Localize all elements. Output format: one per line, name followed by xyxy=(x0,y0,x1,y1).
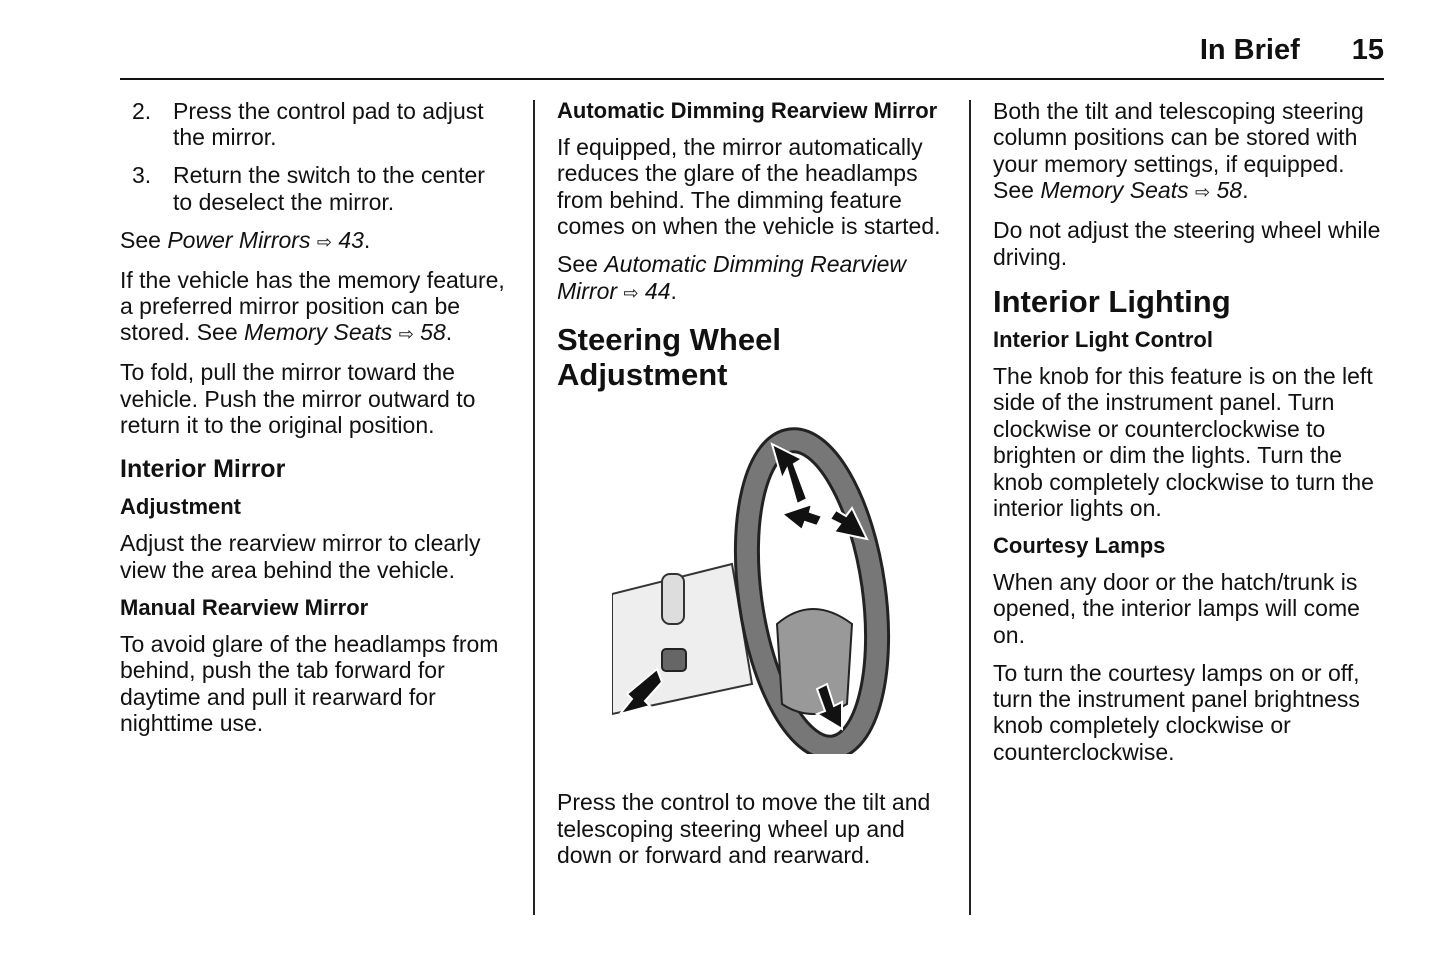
column-2 xyxy=(557,98,949,880)
column-3 xyxy=(993,98,1387,777)
link-text: Automatic Dimming Rearview Mirror xyxy=(557,251,906,304)
text: See xyxy=(557,251,605,278)
step-text: Press the control pad to adjust the mirror. xyxy=(173,98,484,151)
text: . xyxy=(1242,177,1249,204)
column-divider xyxy=(969,100,971,915)
step-list xyxy=(120,98,510,215)
page-number: 15 xyxy=(1351,34,1384,66)
xref-link[interactable] xyxy=(557,251,906,303)
paragraph xyxy=(557,251,949,306)
link-text: Power Mirrors xyxy=(167,226,311,253)
text: . xyxy=(363,226,371,253)
list-item xyxy=(120,98,510,151)
text: . xyxy=(670,277,677,304)
paragraph xyxy=(120,227,510,255)
column-divider xyxy=(533,100,535,915)
steering-wheel-illustration xyxy=(612,424,912,754)
paragraph: Adjust the rearview mirror to clearly view the area behind the vehicle. xyxy=(120,530,481,583)
page-ref: 44 xyxy=(644,277,671,304)
subheading: Interior Light Control xyxy=(993,326,1213,352)
section-heading: Interior Mirror xyxy=(120,455,286,484)
page-ref: 58 xyxy=(420,319,446,346)
page-ref: 58 xyxy=(1216,177,1243,204)
step-number: 3. xyxy=(132,162,152,189)
text: If the vehicle has the memory feature, a preferred mirror position can be stored. See xyxy=(120,266,505,346)
page-ref: 43 xyxy=(338,226,364,253)
paragraph xyxy=(993,98,1387,206)
link-text: Memory Seats xyxy=(244,319,393,346)
xref-link[interactable] xyxy=(167,227,364,253)
paragraph: To fold, pull the mirror toward the vehicle. Push the mirror outward to return it to the original position. xyxy=(120,359,476,439)
text: . xyxy=(445,319,453,346)
arrow-icon: ⇨ xyxy=(398,324,414,345)
section-heading: Interior Lighting xyxy=(993,283,1231,319)
paragraph: To avoid glare of the headlamps from behind, push the tab forward for daytime and pull it rearward for nighttime use. xyxy=(120,630,499,736)
step-number: 2. xyxy=(132,98,152,124)
column-1 xyxy=(120,98,510,748)
link-text: Memory Seats xyxy=(1040,177,1189,204)
subheading: Adjustment xyxy=(120,494,241,520)
xref-link[interactable] xyxy=(244,319,446,345)
paragraph: If equipped, the mirror automatically reduces the glare of the headlamps from behind. The dimming feature comes on when the vehicle is started. xyxy=(557,134,941,240)
list-item xyxy=(120,162,510,215)
subheading: Courtesy Lamps xyxy=(993,532,1166,558)
section-heading: Steering Wheel Adjustment xyxy=(557,321,781,392)
page-header xyxy=(1200,34,1384,67)
step-text: Return the switch to the center to deselect the mirror. xyxy=(173,162,485,215)
section-title: In Brief xyxy=(1199,34,1300,66)
arrow-icon: ⇨ xyxy=(316,231,332,252)
header-rule xyxy=(120,78,1384,80)
paragraph: Do not adjust the steering wheel while driving. xyxy=(993,217,1381,270)
paragraph: When any door or the hatch/trunk is opened, the interior lamps will come on. xyxy=(993,568,1360,648)
subheading: Automatic Dimming Rearview Mirror xyxy=(557,98,938,123)
arrow-icon: ⇨ xyxy=(1194,182,1211,203)
text: See xyxy=(120,226,168,253)
paragraph: To turn the courtesy lamps on or off, turn the instrument panel brightness knob completely clockwise or counterclockwise. xyxy=(993,659,1360,765)
figure-caption: Press the control to move the tilt and telescoping steering wheel up and down or forward and rearward. xyxy=(557,789,931,869)
paragraph xyxy=(120,267,510,348)
xref-link[interactable] xyxy=(1040,177,1242,203)
paragraph: The knob for this feature is on the left side of the instrument panel. Turn clockwise or counterclockwise to brighten or dim the lights. Turn the knob completely clockwise to turn the interior lights on. xyxy=(993,362,1374,521)
arrow-icon: ⇨ xyxy=(623,282,639,303)
subheading: Manual Rearview Mirror xyxy=(120,594,369,620)
text: Both the tilt and telescoping steering column positions can be stored with your memory settings, if equipped. See xyxy=(993,98,1364,204)
